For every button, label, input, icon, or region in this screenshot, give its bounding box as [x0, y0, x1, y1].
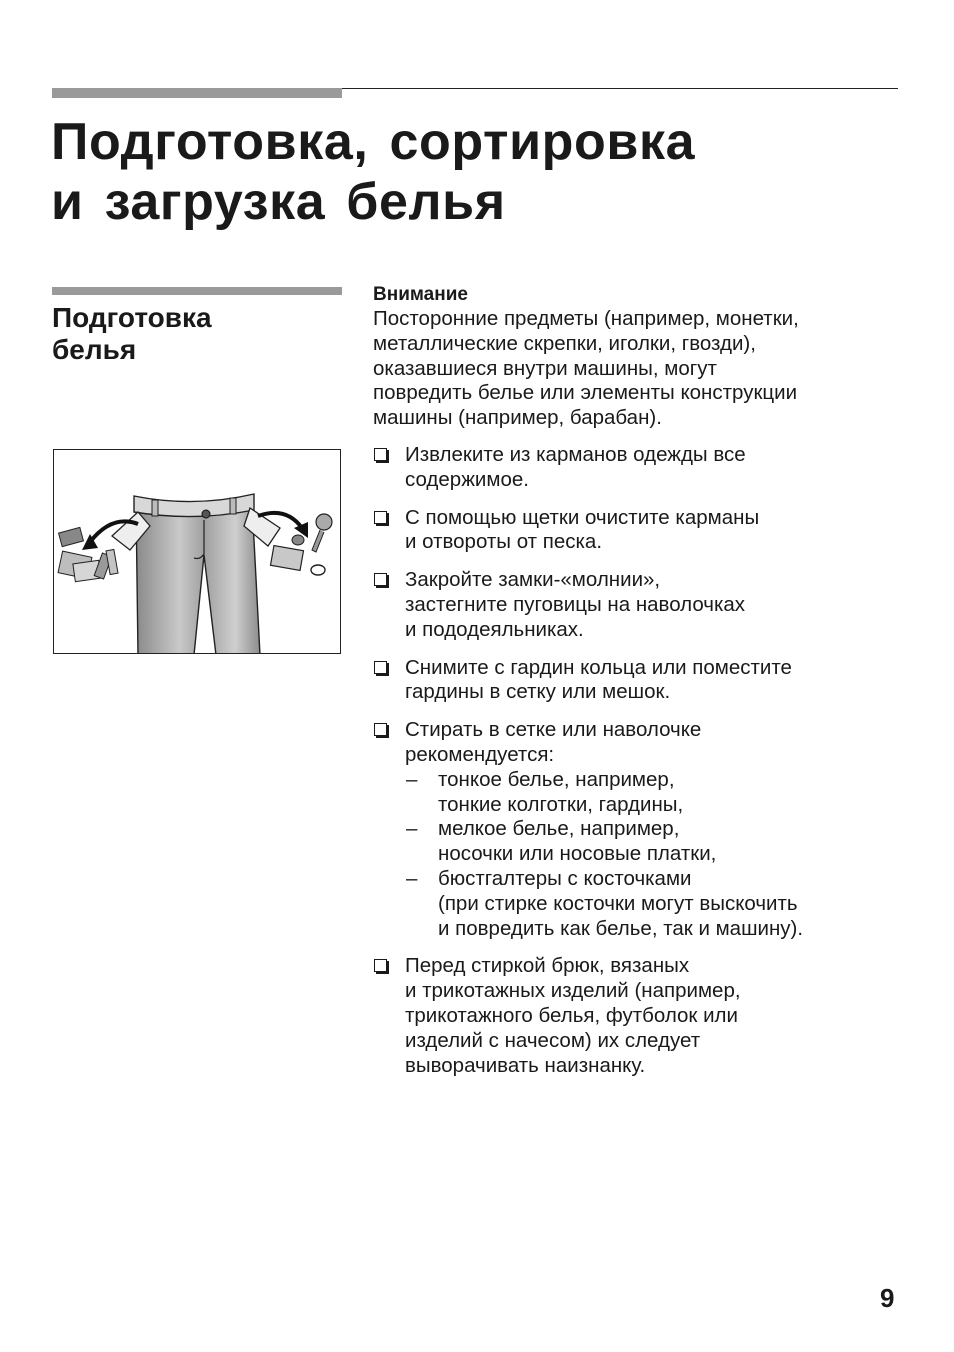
list-item — [373, 443, 898, 493]
list-item-line: Снимите с гардин кольца или поместите — [405, 655, 792, 679]
list-item-line: выворачивать наизнанку. — [405, 1053, 646, 1077]
section-title — [52, 302, 212, 366]
sub-list-item-line: тонкое белье, например, — [438, 767, 675, 791]
page-title — [51, 112, 695, 232]
page-title-line: Подготовка, сортировка — [51, 113, 696, 171]
list-item-line: и трикотажных изделий (например, — [405, 979, 741, 1003]
page-number: 9 — [880, 1283, 895, 1313]
sub-list-item — [405, 867, 898, 941]
dash-marker: – — [406, 767, 418, 791]
list-item-line: и отвороты от песка. — [405, 530, 603, 554]
section-title-line: Подготовка — [52, 302, 212, 333]
list-item-line: Стирать в сетке или наволочке — [405, 718, 702, 742]
dash-marker: – — [406, 866, 418, 890]
sub-list — [405, 768, 898, 942]
list-item-line: содержимое. — [405, 467, 529, 491]
page-title-line: и загрузка белья — [51, 173, 506, 231]
list-item-line: изделий с начесом) их следует — [405, 1028, 701, 1052]
list-item — [373, 718, 898, 941]
warning-line: повредить белье или элементы конструкции — [373, 381, 798, 405]
warning-line: металлические скрепки, иголки, гвозди), — [373, 331, 756, 355]
checkbox-bullet-icon — [374, 573, 387, 586]
list-item-line: Извлеките из карманов одежды все — [405, 442, 746, 466]
sub-list-item-line: и повредить как белье, так и машину). — [438, 916, 804, 940]
list-item — [373, 954, 898, 1078]
warning-heading: Внимание — [373, 284, 468, 305]
warning-text — [373, 307, 898, 431]
list-item-line: С помощью щетки очистите карманы — [405, 505, 760, 529]
warning-line: Посторонние предметы (например, монетки, — [373, 307, 799, 330]
dash-marker: – — [406, 817, 418, 841]
sub-list-item-line: бюстгалтеры с косточками — [438, 866, 692, 890]
section-accent-bar — [52, 287, 342, 295]
sub-list-item — [405, 768, 898, 818]
trousers-pockets-icon — [54, 450, 341, 654]
list-item-line: трикотажного белья, футболок или — [405, 1003, 738, 1027]
trousers-pockets-illustration — [53, 449, 341, 654]
sub-list-item — [405, 817, 898, 867]
list-item-line: и пододеяльниках. — [405, 617, 584, 641]
warning-line: машины (например, барабан). — [373, 406, 662, 430]
checkbox-bullet-icon — [374, 661, 387, 674]
header-accent-bar — [52, 88, 342, 98]
sub-list-item-line: носочки или носовые платки, — [438, 842, 717, 866]
main-content — [373, 283, 898, 1091]
section-title-line: белья — [52, 334, 137, 365]
sub-list-item-line: мелкое белье, например, — [438, 817, 680, 841]
list-item-line: Закройте замки-«молнии», — [405, 568, 661, 592]
warning-line: оказавшиеся внутри машины, могут — [373, 356, 717, 380]
checkbox-bullet-icon — [374, 723, 387, 736]
sub-list-item-line: (при стирке косточки могут выскочить — [438, 891, 798, 915]
sub-list-item-line: тонкие колготки, гардины, — [438, 792, 684, 816]
list-item-line: Перед стиркой брюк, вязаных — [405, 954, 690, 978]
list-item — [373, 656, 898, 706]
list-item-line: гардины в сетку или мешок. — [405, 680, 671, 704]
list-item-line: застегните пуговицы на наволочках — [405, 592, 746, 616]
list-item-line: рекомендуется: — [405, 742, 555, 766]
checkbox-bullet-icon — [374, 511, 387, 524]
list-item — [373, 506, 898, 556]
checkbox-bullet-icon — [374, 448, 387, 461]
instruction-list — [373, 443, 898, 1078]
checkbox-bullet-icon — [374, 959, 387, 972]
list-item — [373, 568, 898, 642]
